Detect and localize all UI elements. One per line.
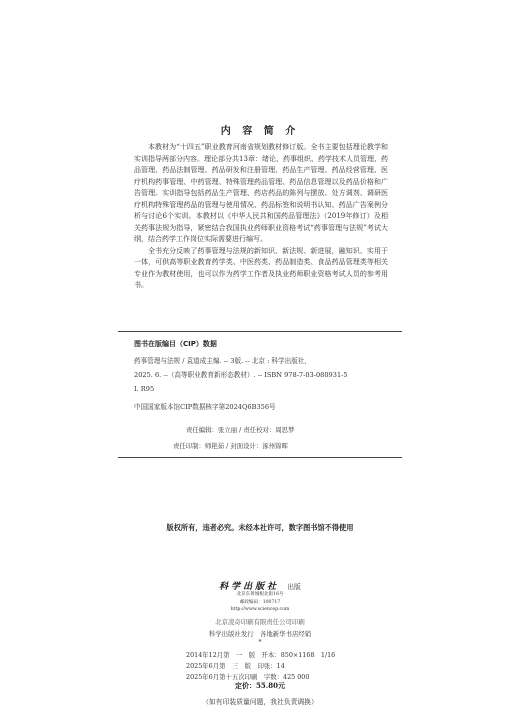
summary-paragraph-1: 本教材为“十四五”职业教育河南省规划教材修订版。全书主要包括理论教学和实训指导两部分内容。理论部分共13章：绪论、药事组织、药学技术人员管理、药品管理、药品法制管理、药品研发和注册管理、药品生产管理、药品经营管理、医疗机构药事管理、中药管理、特殊管理药品管理、药品信息管理以及药品价格和广告管理。实训指导包括药品生产管理、药店药品的陈列与摆放、处方调剂、调研医疗机构特殊管理药品的管理与使用情况、药品标签和说明书认知、药品广告案例分析与讨论6个实训。本教材以《中华人民共和国药品管理法》（2019年修订）及相关药事法规为指导，紧密结合我国执业药师职业资格考试“药事管理与法规”考试大纲，结合药学工作岗位实际需要进行编写。 <box>134 143 388 243</box>
edition-spec-2: 2025年6月第 三 版 印张：14 <box>186 662 285 670</box>
section-title: 内 容 简 介 <box>220 126 300 137</box>
cip-record-line-2: 2025. 6. --（高等职业教育新形态教材）. -- ISBN 978-7-03-080931-5 <box>134 371 348 379</box>
publisher-address: 北京东黄城根北街16号 <box>236 592 284 597</box>
publisher-website: http://www.sciencep.com <box>230 607 290 612</box>
separator-star: * <box>258 639 262 646</box>
summary-paragraph-2: 全书充分反映了药事管理与法规的新知识、新法规、新进展，融知识、实用于一体，可供高等职业教育药学类、中医药类、药品制造类、食品药品管理类等相关专业作为教材使用，也可以作为药学工作者及执业药师职业资格考试人员的参考用书。 <box>134 246 388 289</box>
cip-registration-number: 中国国家版本馆CIP数据核字第2024Q6B356号 <box>134 403 276 411</box>
production-credits: 责任印制：师艳茹 / 封面设计：涿州锦晖 <box>173 442 288 450</box>
edition-spec-3: 2025年6月第十五次印刷 字数：425 000 <box>186 673 310 681</box>
price-label: 定价：55.80元 <box>235 681 285 690</box>
copyright-notice: 版权所有，违者必究。未经本社许可，数字图书馆不得使用 <box>166 523 354 532</box>
cip-classification: Ⅰ. R95 <box>134 385 155 393</box>
publisher-suffix: 出版 <box>287 583 301 591</box>
distribution-info: 科学出版社发行 各地新华书店经销 <box>208 630 312 638</box>
publisher-postcode: 邮政编码：100717 <box>239 600 281 605</box>
divider-top <box>118 331 402 332</box>
printer-info: 北京凌奇印刷有限责任公司印刷 <box>215 618 305 626</box>
edition-spec-1: 2014年12月第 一 版 开本：850×1168 1/16 <box>186 651 336 659</box>
cip-heading: 图书在版编目（CIP）数据 <box>134 340 217 348</box>
cip-record-line-1: 药事管理与法规 / 袁道成主编. -- 3版. -- 北京 : 科学出版社, <box>134 357 307 365</box>
quality-notice: （如有印装质量问题，我社负责调换） <box>202 698 318 706</box>
divider-bottom <box>118 457 402 458</box>
content-summary <box>134 142 388 292</box>
publisher-logo: 科学出版社 <box>219 582 280 592</box>
editor-credits: 责任编辑：张立丽 / 责任校对：周思梦 <box>186 426 295 434</box>
